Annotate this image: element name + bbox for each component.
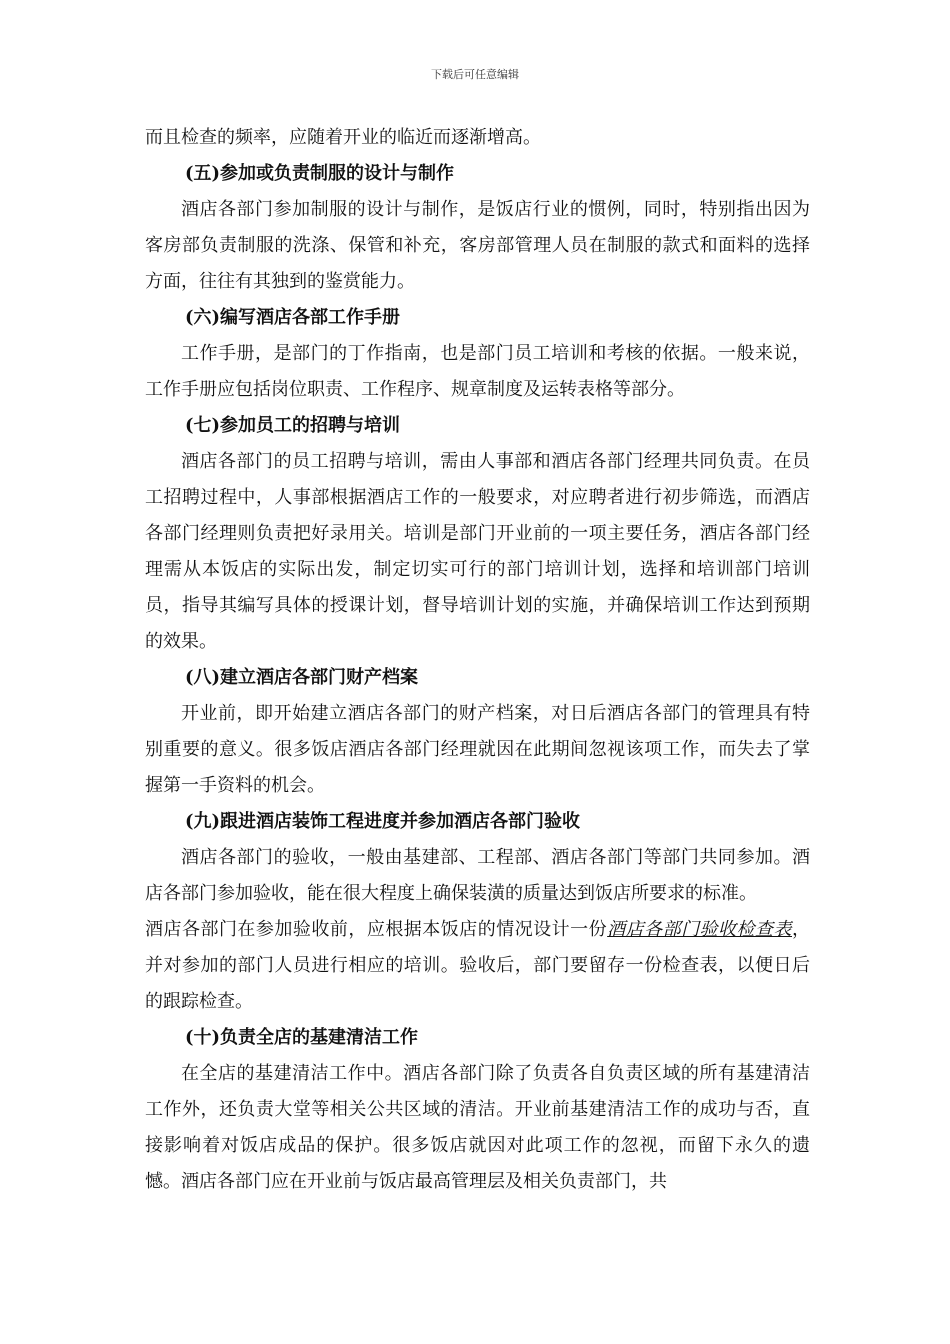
paragraph: 工作手册，是部门的丁作指南，也是部门员工培训和考核的依据。一般来说，工作手册应包括岗位职责、工作程序、规章制度及运转表格等部分。 — [145, 343, 810, 400]
section-heading-6: (六)编写酒店各部工作手册 — [185, 307, 401, 328]
document-body — [145, 120, 810, 1200]
section-heading-9: (九)跟进酒店装饰工程进度并参加酒店各部门验收 — [185, 811, 581, 832]
paragraph: 酒店各部门参加制服的设计与制作，是饭店行业的惯例，同时，特别指出因为客房部负责制服的洗涤、保管和补充，客房部管理人员在制服的款式和面料的选择方面，往往有其独到的鉴赏能力。 — [145, 199, 810, 292]
section-heading-5: (五)参加或负责制服的设计与制作 — [185, 163, 455, 184]
paragraph-with-link — [145, 912, 810, 1020]
inspection-checklist-link[interactable]: 酒店各部门验收检查表 — [607, 919, 792, 940]
paragraph-continuation: 而且检查的频率，应随着开业的临近而逐渐增高。 — [145, 127, 541, 148]
text-segment: ，并对参加的部门人员进行相应的培训。验收后，部门要留存一份检查表，以便日后的跟踪检查。 — [145, 919, 810, 1012]
page-header: 下载后可任意编辑 — [431, 68, 519, 81]
text-segment: 酒店各部门在参加验收前，应根据本饭店的情况设计一份 — [145, 919, 608, 940]
section-heading-8: (八)建立酒店各部门财产档案 — [185, 667, 419, 688]
paragraph: 在全店的基建清洁工作中。酒店各部门除了负责各自负责区域的所有基建清洁工作外，还负责大堂等相关公共区域的清洁。开业前基建清洁工作的成功与否，直接影响着对饭店成品的保护。很多饭店就因对此项工作的忽视，而留下永久的遗憾。酒店各部门应在开业前与饭店最高管理层及相关负责部门，共 — [145, 1063, 810, 1192]
paragraph: 酒店各部门的员工招聘与培训，需由人事部和酒店各部门经理共同负责。在员工招聘过程中，人事部根据酒店工作的一般要求，对应聘者进行初步筛选，而酒店各部门经理则负责把好录用关。培训是部门开业前的一项主要任务，酒店各部门经理需从本饭店的实际出发，制定切实可行的部门培训计划，选择和培训部门培训员，指导其编写具体的授课计划，督导培训计划的实施，并确保培训工作达到预期的效果。 — [145, 451, 810, 652]
section-heading-10: (十)负责全店的基建清洁工作 — [185, 1027, 419, 1048]
paragraph: 酒店各部门的验收，一般由基建部、工程部、酒店各部门等部门共同参加。酒店各部门参加验收，能在很大程度上确保装潢的质量达到饭店所要求的标准。 — [145, 847, 810, 904]
section-heading-7: (七)参加员工的招聘与培训 — [185, 415, 401, 436]
paragraph: 开业前，即开始建立酒店各部门的财产档案，对日后酒店各部门的管理具有特别重要的意义。很多饭店酒店各部门经理就因在此期间忽视该项工作，而失去了掌握第一手资料的机会。 — [145, 703, 810, 796]
